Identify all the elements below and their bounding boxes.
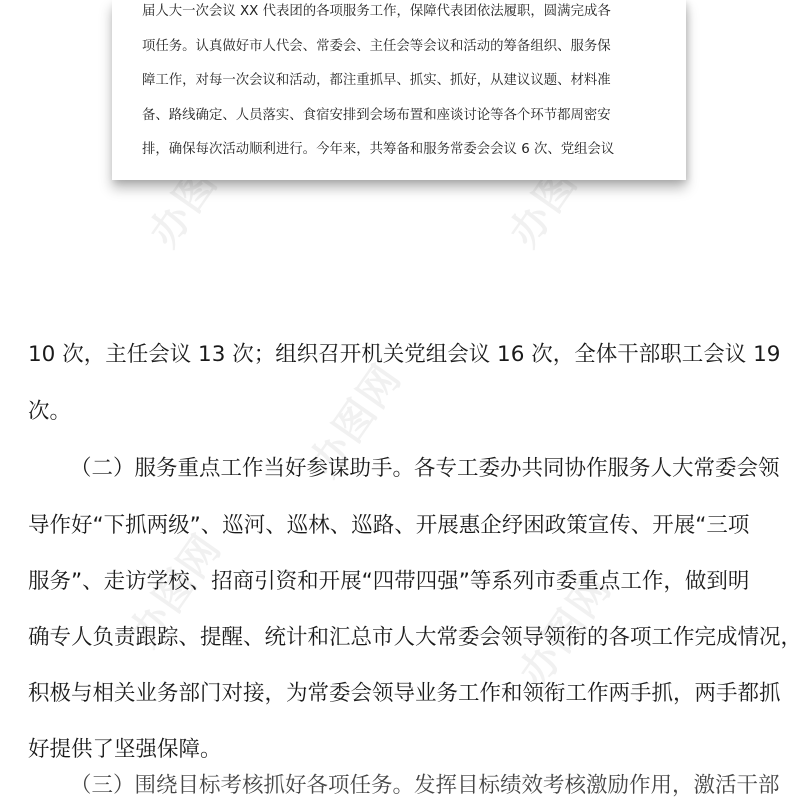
cut-off-line-container (0, 773, 800, 800)
card-text-line: 排，确保每次活动顺利进行。今年来，共筹备和服务常委会会议 6 次、党组会议 (142, 142, 615, 157)
body-text-line: （二）服务重点工作当好参谋助手。各专工委办共同协作服务人大常委会领 (70, 456, 780, 481)
card-text-line: 项任务。认真做好市人代会、常委会、主任会等会议和活动的筹备组织、服务保 (142, 39, 611, 54)
watermark: 办图网 (140, 125, 251, 256)
body-text-line: 确专人负责跟踪、提醒、统计和汇总市人大常委会领导领衔的各项工作完成情况， (28, 625, 802, 650)
body-text-line: 次。 (28, 399, 72, 424)
watermark: 办图网 (510, 565, 621, 696)
card-text-line: 备、路线确定、人员落实、食宿安排到会场布置和座谈讨论等各个环节都周密安 (142, 108, 611, 123)
watermark: 办图网 (500, 125, 611, 256)
body-text-line: 好提供了坚强保障。 (28, 737, 222, 762)
body-text-line: 导作好“下抓两级”、巡河、巡林、巡路、开展惠企纾困政策宣传、开展“三项 (28, 513, 750, 538)
body-text-line: 10 次，主任会议 13 次；组织召开机关党组会议 16 次，全体干部职工会议 19 (28, 342, 781, 367)
document-preview-card (112, 0, 686, 180)
body-text-line: 积极与相关业务部门对接，为常委会领导业务工作和领衔工作两手抓，两手都抓 (28, 681, 781, 706)
card-text-line: 届人大一次会议 XX 代表团的各项服务工作，保障代表团依法履职，圆满完成各 (142, 4, 611, 19)
body-text-line: 服务”、走访学校、招商引资和开展“四带四强”等系列市委重点工作，做到明 (28, 569, 750, 594)
watermark: 办图网 (300, 355, 411, 486)
body-text-line: （三）围绕目标考核抓好各项任务。发挥目标绩效考核激励作用，激活干部 (70, 773, 780, 798)
watermark: 办图网 (120, 525, 231, 656)
card-text-line: 障工作，对每一次会议和活动，都注重抓早、抓实、抓好，从建议议题、材料准 (142, 73, 611, 88)
